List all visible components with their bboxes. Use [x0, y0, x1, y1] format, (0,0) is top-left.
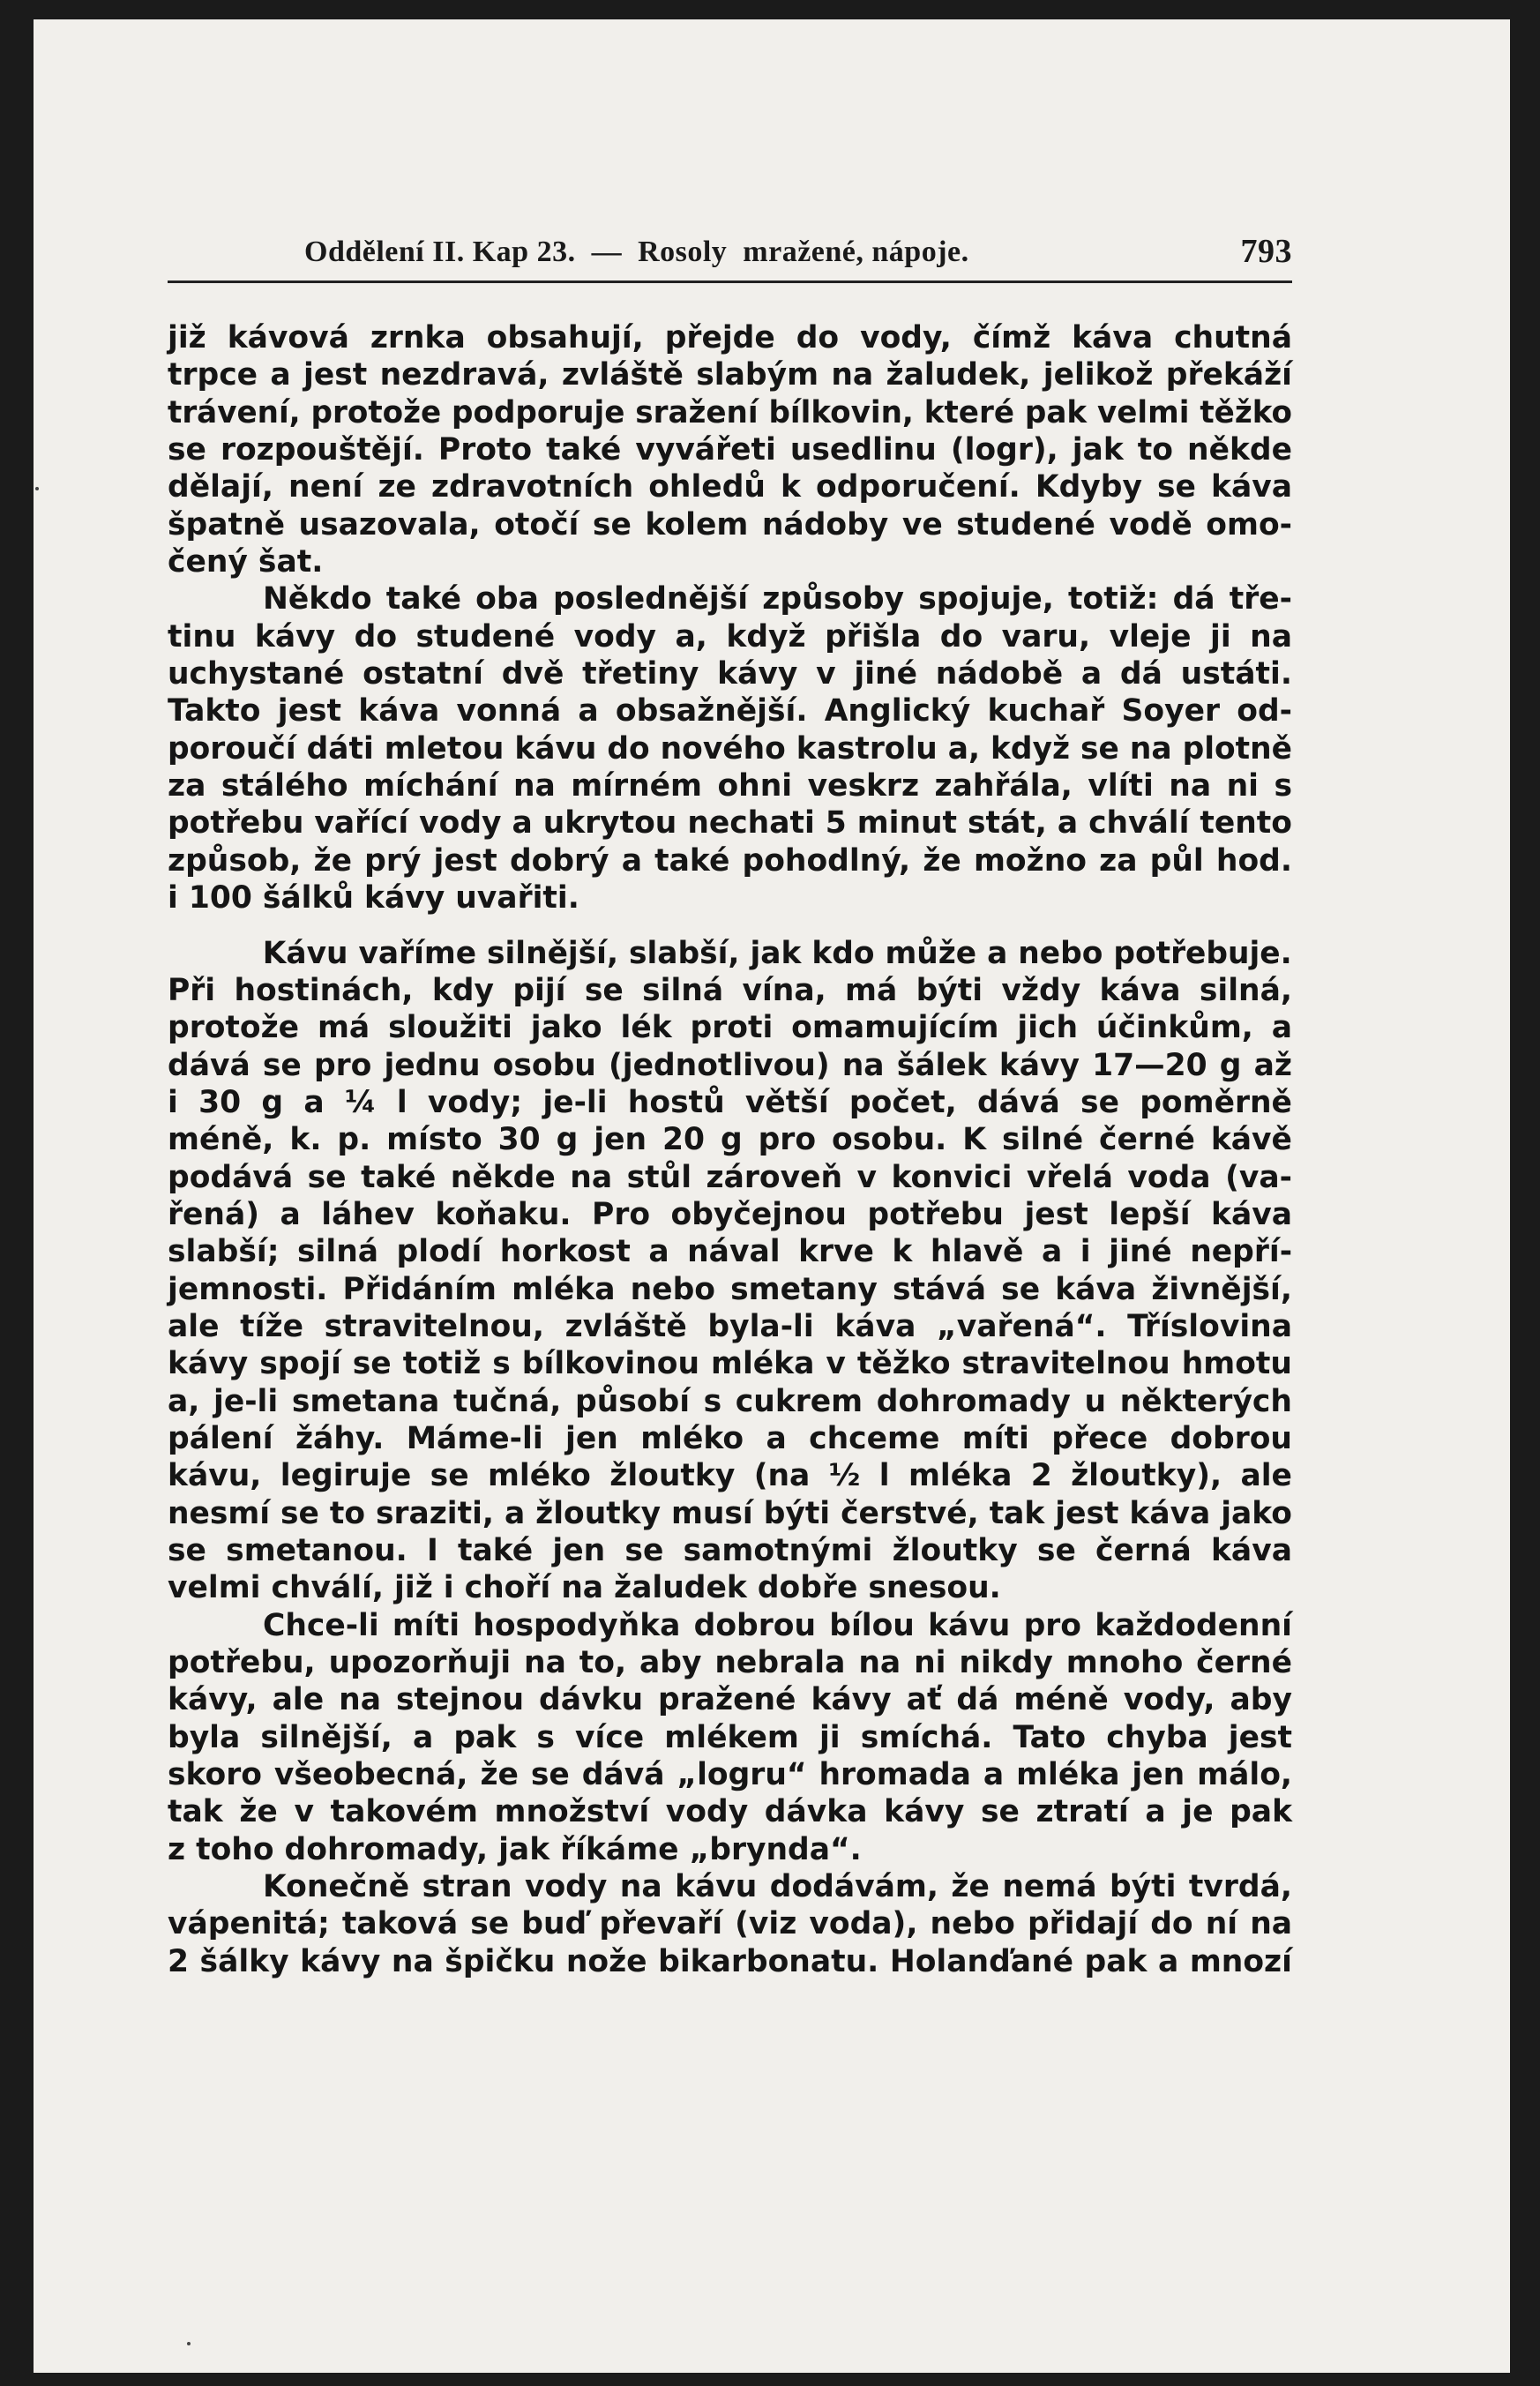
- text-line: pálení žáhy. Máme-li jen mléko a chceme míti přece dobrou: [168, 1420, 1292, 1456]
- text-line: kávy, ale na stejnou dávku pražené kávy ať dá méně vody, aby: [168, 1682, 1292, 1718]
- text-line: způsob, že prý jest dobrý a také pohodlný, že možno za půl hod.: [168, 842, 1292, 879]
- paragraph-5: [168, 1868, 1292, 1980]
- text-line: kávu, legiruje se mléko žloutky (na ½ l mléka 2 žloutky), ale: [168, 1458, 1292, 1494]
- text-line: vápenitá; taková se buď převaří (viz voda), nebo přidají do ní na: [168, 1906, 1293, 1942]
- text-line: protože má sloužiti jako lék proti omamujícím jich účinkům, a: [168, 1010, 1293, 1046]
- text-line: se smetanou. I také jen se samotnými žloutky se černá káva: [168, 1533, 1292, 1568]
- text-line: skoro všeobecná, že se dává „logru“ hromada a mléka jen málo,: [168, 1757, 1293, 1793]
- text-line: tak že v takovém množství vody dávka kávy se ztratí a je pak: [168, 1794, 1293, 1830]
- text-line: Konečně stran vody na kávu dodávám, že nemá býti tvrdá,: [263, 1869, 1292, 1905]
- text-line: potřebu vařící vody a ukrytou nechati 5 minut stát, a chválí tento: [168, 805, 1292, 841]
- text-line: poroučí dáti mletou kávu do nového kastrolu a, když se na plotně: [168, 730, 1292, 767]
- text-line: jemnosti. Přidáním mléka nebo smetany stává se káva živnější,: [168, 1271, 1292, 1307]
- running-header-title: Oddělení II. Kap 23. — Rosoly mražené, nápoje.: [304, 236, 969, 268]
- text-line: podává se také někde na stůl zároveň v konvici vřelá voda (va-: [168, 1159, 1292, 1195]
- text-line: i 30 g a ¼ l vody; je-li hostů větší počet, dává se poměrně: [168, 1084, 1292, 1120]
- header-rule: [168, 280, 1292, 283]
- text-line: Chce-li míti hospodyňka dobrou bílou kávu pro každodenní: [263, 1607, 1292, 1643]
- margin-speck: [35, 487, 39, 490]
- text-line: z toho dohromady, jak říkáme „brynda“.: [168, 1831, 862, 1867]
- text-line: trávení, protože podporuje sražení bílkovin, které pak velmi těžko: [168, 394, 1292, 430]
- paragraph-gap: [168, 917, 1292, 935]
- text-line: Takto jest káva vonná a obsažnější. Anglický kuchař Soyer od-: [168, 693, 1292, 729]
- text-line: kávy spojí se totiž s bílkovinou mléka v těžko stravitelnou hmotu: [168, 1346, 1292, 1382]
- text-line: 2 šálky kávy na špičku nože bikarbonatu. Holanďané pak a mnozí: [168, 1943, 1292, 1979]
- text-line: i 100 šálků kávy uvařiti.: [168, 880, 579, 916]
- text-line: řená) a láhev koňaku. Pro obyčejnou potřebu jest lepší káva: [168, 1196, 1293, 1232]
- page-number: 793: [1240, 233, 1292, 270]
- text-line: tinu kávy do studené vody a, když přišla do varu, vleje ji na: [168, 618, 1293, 654]
- text-line: nesmí se to sraziti, a žloutky musí býti čerstvé, tak jest káva jako: [168, 1495, 1292, 1531]
- text-line: uchystané ostatní dvě třetiny kávy v jiné nádobě a dá ustáti.: [168, 656, 1292, 692]
- text-line: již kávová zrnka obsahují, přejde do vody, čímž káva chutná: [168, 320, 1292, 355]
- text-line: velmi chválí, již i choří na žaludek dobře snesou.: [168, 1570, 1001, 1606]
- paragraph-2: [168, 580, 1292, 916]
- text-line: méně, k. p. místo 30 g jen 20 g pro osobu. K silné černé kávě: [168, 1122, 1292, 1158]
- paragraph-3: [168, 935, 1292, 1607]
- text-line: trpce a jest nezdravá, zvláště slabým na žaludek, jelikož překáží: [168, 357, 1292, 393]
- text-line: se rozpouštějí. Proto také vyvářeti usedlinu (logr), jak to někde: [168, 432, 1293, 468]
- text-line: dává se pro jednu osobu (jednotlivou) na šálek kávy 17—20 g až: [168, 1047, 1292, 1083]
- running-header: [304, 225, 1292, 271]
- text-line: ale tíže stravitelnou, zvláště byla-li káva „vařená“. Tříslovina: [168, 1308, 1292, 1344]
- margin-speck: [187, 2342, 191, 2345]
- text-line: dělají, není ze zdravotních ohledů k odporučení. Kdyby se káva: [168, 469, 1293, 505]
- text-line: Někdo také oba poslednější způsoby spojuje, totiž: dá tře-: [263, 581, 1293, 617]
- text-line: potřebu, upozorňuji na to, aby nebrala na ni nikdy mnoho černé: [168, 1645, 1293, 1681]
- text-line: slabší; silná plodí horkost a nával krve k hlavě a i jiné nepří-: [168, 1234, 1293, 1270]
- body-text: [168, 319, 1292, 1980]
- text-line: Při hostinách, kdy pijí se silná vína, má býti vždy káva silná,: [168, 972, 1292, 1008]
- text-line: za stálého míchání na mírném ohni veskrz zahřála, vlíti na ni s: [168, 768, 1292, 804]
- text-line: špatně usazovala, otočí se kolem nádoby ve studené vodě omo-: [168, 506, 1292, 542]
- text-line: čený šat.: [168, 544, 324, 580]
- paragraph-4: [168, 1607, 1292, 1868]
- paragraph-1: [168, 319, 1292, 580]
- text-line: a, je-li smetana tučná, působí s cukrem dohromady u některých: [168, 1383, 1292, 1419]
- text-line: Kávu vaříme silnější, slabší, jak kdo může a nebo potřebuje.: [262, 935, 1292, 971]
- text-line: byla silnější, a pak s více mlékem ji smíchá. Tato chyba jest: [168, 1719, 1293, 1755]
